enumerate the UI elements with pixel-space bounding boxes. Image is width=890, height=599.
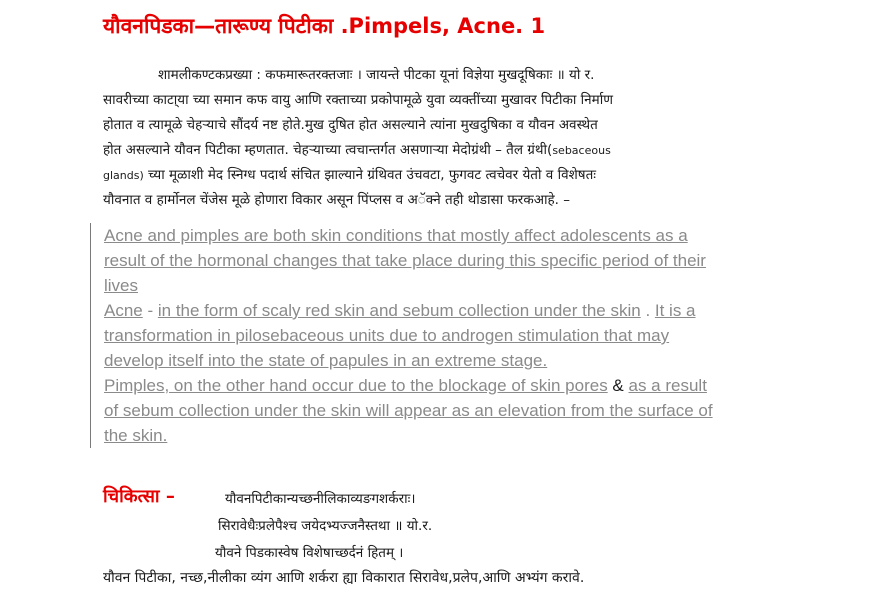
english-line: transformation in pilosebaceous units due to androgen stimulation that may — [104, 326, 670, 345]
acne-description: in the form of scaly red skin and sebum collection under the skin — [157, 301, 641, 320]
treatment-shloka: यौवने पिडकास्वेष विशेषाच्छर्दनं हितम् । — [215, 545, 404, 561]
english-line: lives — [104, 276, 139, 295]
marathi-intro-paragraph — [103, 63, 793, 213]
intro-text: होत असल्याने यौवन पिटीका म्हणतात. चेहऱ्याच्या त्वचान्तर्गत असणाऱ्या मेदोग्रंथी – तैल ग्रंथी( — [103, 142, 553, 158]
page-title: यौवनपिडका—तारूण्य पिटीका .Pimpels, Acne. 1 — [103, 14, 546, 38]
intro-line: यौवनात व हार्मोनल चेंजेस मूळे होणारा विकार असून पिंप्लस व अॅक्ने तही थोडासा फरकआहे. – — [103, 192, 570, 208]
english-line — [104, 298, 791, 323]
english-line — [104, 373, 791, 398]
intro-line: सावरीच्या काटा्या च्या समान कफ वायु आणि रक्ताच्या प्रकोपामूळे युवा व्यक्तींच्या मुखावर पिटीका निर्माण — [103, 92, 613, 108]
english-line: Acne and pimples are both skin conditions that mostly affect adolescents as a — [104, 226, 688, 245]
treatment-shloka: सिरावेधैःप्रलेपैश्च जयेदभ्यज्जनैस्तथा ॥ यो.र. — [218, 518, 433, 534]
acne-term: Acne — [104, 301, 143, 320]
treatment-summary: यौवन पिटीका, नच्छ,नीलीका व्यंग आणि शर्करा ह्या विकारात सिरावेध,प्रलेप,आणि अभ्यंग करावे. — [103, 570, 585, 586]
intro-text: च्या मूळाशी मेद स्निग्ध पदार्थ संचित झाल्याने ग्रंथिवत उंचवटा, फुगवट त्वचेवर येतो व विशेषतः — [143, 167, 596, 183]
english-text-block — [90, 223, 791, 448]
glands-label: glands) — [103, 169, 144, 182]
treatment-heading: चिकित्सा – — [103, 486, 175, 507]
dash: - — [142, 301, 158, 320]
english-paragraphs — [104, 223, 791, 448]
english-line: of sebum collection under the skin will appear as an elevation from the surface of — [104, 401, 713, 420]
ampersand: & — [607, 376, 629, 395]
pimples-description: as a result — [628, 376, 707, 395]
dot: . — [640, 301, 655, 320]
pimples-description: Pimples, on the other hand occur due to the blockage of skin pores — [104, 376, 608, 395]
intro-line — [103, 138, 793, 163]
shloka-line: शामलीकण्टकप्रख्या : कफमारूतरक्तजाः । जायन्ते पीटका यूनां विज्ञेया मुखदूषिकाः ॥ यो र. — [158, 67, 595, 83]
english-line: develop itself into the state of papules in an extreme stage. — [104, 351, 548, 370]
acne-description: It is a — [654, 301, 696, 320]
english-line: the skin. — [104, 426, 168, 445]
intro-line: होतात व त्यामूळे चेहऱ्याचे सौंदर्य नष्ट होते.मुख दुषित होत असल्याने त्यांना मुखदुषिका व यौवन अवस्थेत — [103, 117, 598, 133]
intro-line — [103, 163, 793, 188]
sebaceous-label: sebaceous — [552, 144, 611, 157]
treatment-shloka: यौवनपिटीकान्यच्छनीलिकाव्यङगशर्कराः। — [225, 491, 416, 507]
english-line: result of the hormonal changes that take place during this specific period of their — [104, 251, 706, 270]
